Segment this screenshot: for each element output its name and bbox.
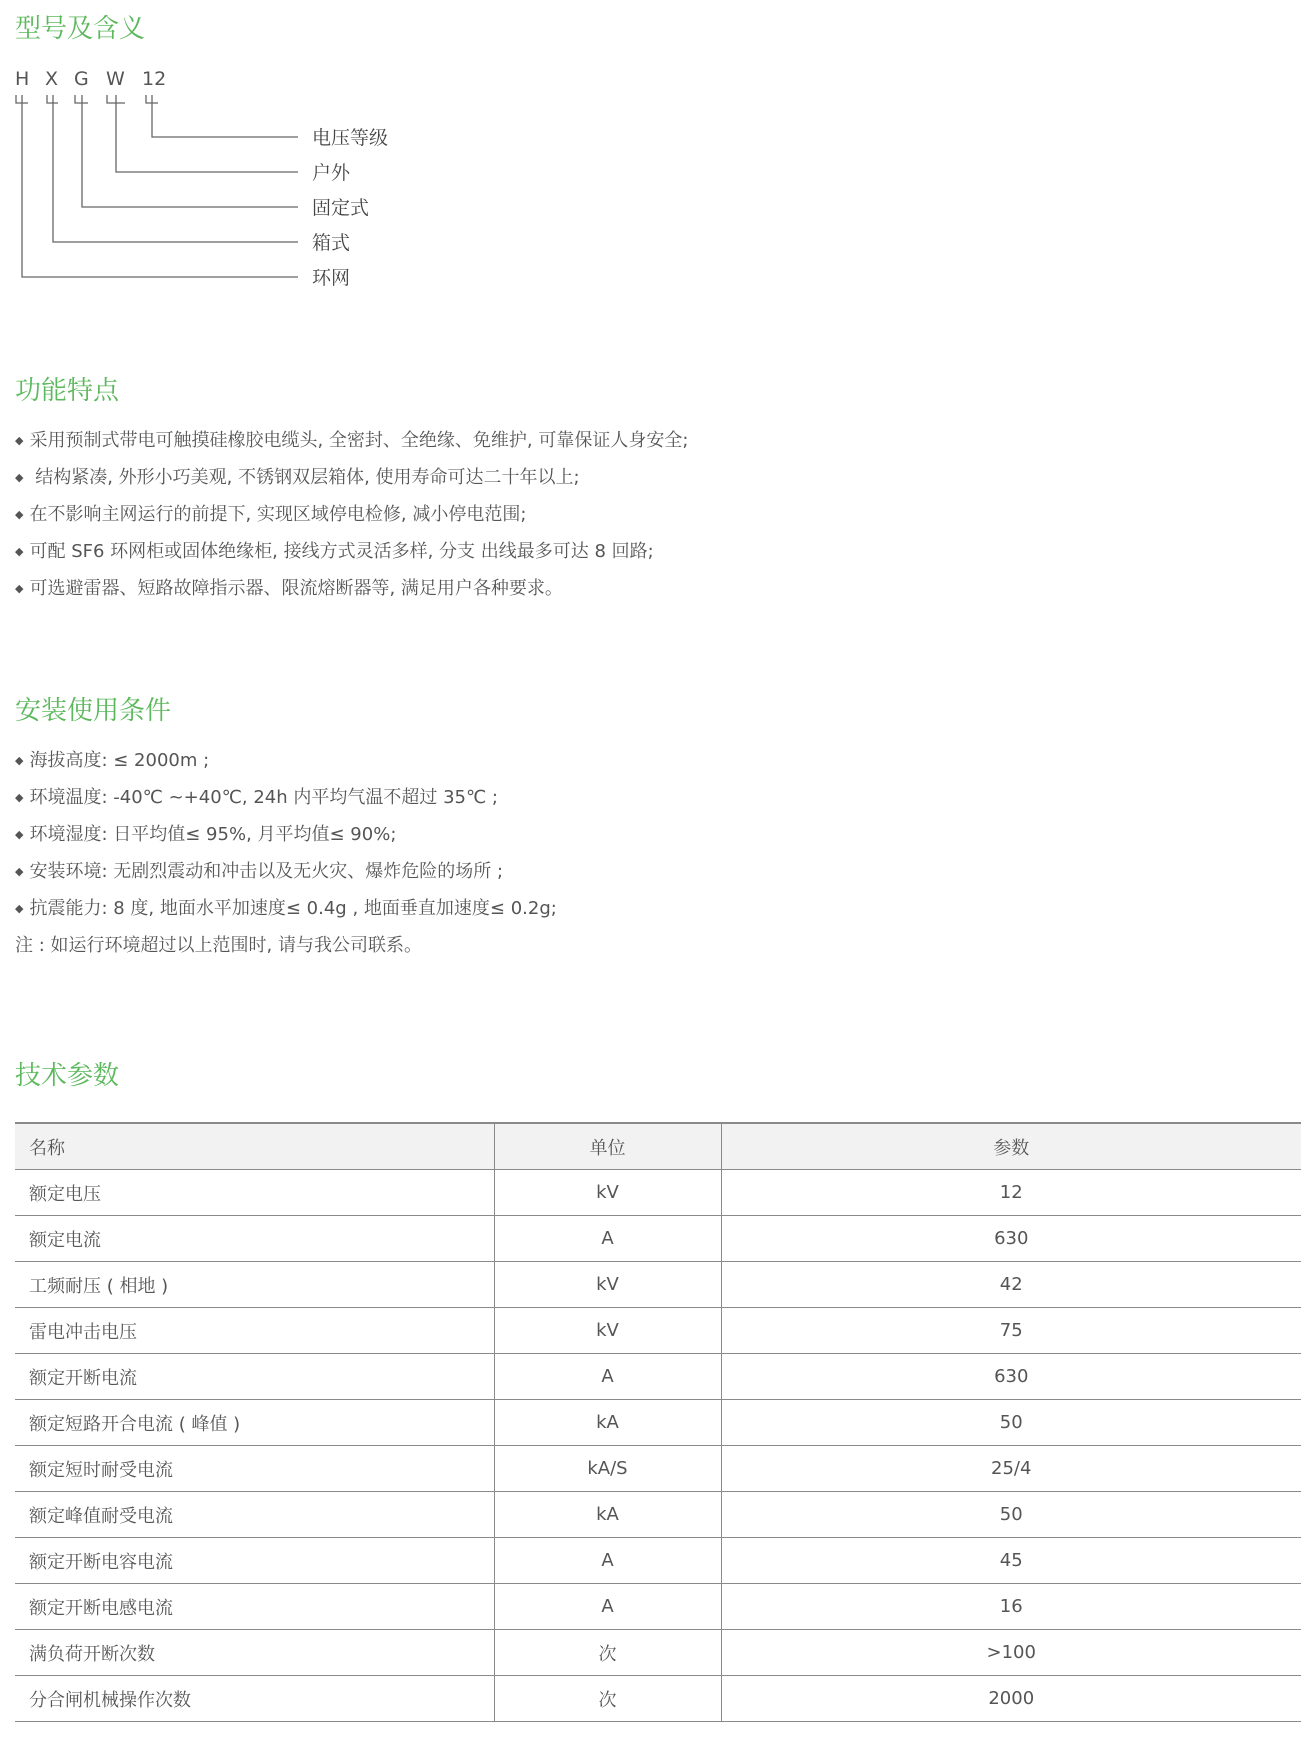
param-name-cell: 满负荷开断次数	[15, 1630, 494, 1676]
model-section-title: 型号及含义	[15, 14, 146, 44]
param-unit-cell: 次	[494, 1630, 721, 1676]
list-item: ◆ 安装环境: 无剧烈震动和冲击以及无火灾、爆炸危险的场所 ;	[15, 861, 504, 882]
meaning-box-type: 箱式	[312, 232, 351, 254]
table-row	[15, 1538, 1301, 1584]
features-list	[15, 422, 688, 607]
param-value-cell: 16	[721, 1584, 1301, 1630]
param-value-cell: 12	[721, 1170, 1301, 1216]
param-unit-cell: A	[494, 1216, 721, 1262]
param-unit-cell: kV	[494, 1262, 721, 1308]
table-row	[15, 1630, 1301, 1676]
param-name-cell: 额定短时耐受电流	[15, 1446, 494, 1492]
param-unit-cell: 次	[494, 1676, 721, 1722]
table-row	[15, 1170, 1301, 1216]
param-name-cell: 额定峰值耐受电流	[15, 1492, 494, 1538]
param-unit-cell: kA	[494, 1492, 721, 1538]
table-row	[15, 1446, 1301, 1492]
list-item: ◆ 采用预制式带电可触摸硅橡胶电缆头, 全密封、全绝缘、免维护, 可靠保证人身安全;	[15, 430, 689, 451]
meaning-outdoor: 户外	[312, 162, 351, 184]
param-value-cell: 2000	[721, 1676, 1301, 1722]
code-letter-12: 12	[142, 68, 167, 90]
meaning-ring-main: 环网	[312, 267, 351, 289]
bullet-diamond-icon: ◆	[15, 471, 24, 484]
bullet-diamond-icon: ◆	[15, 545, 24, 558]
param-name-cell: 额定电流	[15, 1216, 494, 1262]
header-name: 名称	[15, 1123, 494, 1170]
param-unit-cell: A	[494, 1538, 721, 1584]
meaning-voltage-level: 电压等级	[312, 127, 389, 149]
bullet-diamond-icon: ◆	[15, 582, 24, 595]
table-row	[15, 1354, 1301, 1400]
param-value-cell: 630	[721, 1354, 1301, 1400]
param-value-cell: 25/4	[721, 1446, 1301, 1492]
param-name-cell: 额定电压	[15, 1170, 494, 1216]
param-name-cell: 额定短路开合电流 ( 峰值 )	[15, 1400, 494, 1446]
conditions-note: 注 : 如运行环境超过以上范围时, 请与我公司联系。	[15, 935, 422, 956]
param-value-cell: 630	[721, 1216, 1301, 1262]
param-name-cell: 雷电冲击电压	[15, 1308, 494, 1354]
param-value-cell: 45	[721, 1538, 1301, 1584]
bullet-diamond-icon: ◆	[15, 902, 24, 915]
param-name-cell: 额定开断电容电流	[15, 1538, 494, 1584]
bullet-diamond-icon: ◆	[15, 508, 24, 521]
bullet-diamond-icon: ◆	[15, 754, 24, 767]
table-row	[15, 1676, 1301, 1722]
list-item: ◆ 可选避雷器、短路故障指示器、限流熔断器等, 满足用户各种要求。	[15, 578, 563, 599]
model-code-connector-lines	[0, 0, 320, 300]
conditions-section-title: 安装使用条件	[15, 696, 172, 726]
params-table-header-row	[15, 1123, 1301, 1170]
header-unit: 单位	[494, 1123, 721, 1170]
code-letter-x: X	[45, 68, 59, 90]
param-unit-cell: A	[494, 1354, 721, 1400]
param-unit-cell: kA/S	[494, 1446, 721, 1492]
code-letter-w: W	[106, 68, 125, 90]
list-item: ◆ 环境湿度: 日平均值≤ 95%, 月平均值≤ 90%;	[15, 824, 397, 845]
params-table-body	[15, 1170, 1301, 1722]
params-table	[15, 1122, 1301, 1722]
param-name-cell: 分合闸机械操作次数	[15, 1676, 494, 1722]
header-value: 参数	[721, 1123, 1301, 1170]
meaning-fixed: 固定式	[312, 197, 370, 219]
table-row	[15, 1216, 1301, 1262]
param-value-cell: 50	[721, 1492, 1301, 1538]
bullet-diamond-icon: ◆	[15, 865, 24, 878]
code-letter-h: H	[15, 68, 30, 90]
features-section-title: 功能特点	[15, 376, 120, 406]
param-value-cell: 50	[721, 1400, 1301, 1446]
table-row	[15, 1492, 1301, 1538]
param-value-cell: 75	[721, 1308, 1301, 1354]
param-name-cell: 工频耐压 ( 相地 )	[15, 1262, 494, 1308]
code-letter-g: G	[74, 68, 89, 90]
bullet-diamond-icon: ◆	[15, 434, 24, 447]
list-item: ◆ 在不影响主网运行的前提下, 实现区域停电检修, 减小停电范围;	[15, 504, 527, 525]
list-item: ◆ 结构紧凑, 外形小巧美观, 不锈钢双层箱体, 使用寿命可达二十年以上;	[15, 467, 580, 488]
list-item: ◆ 海拔高度: ≤ 2000m ;	[15, 750, 210, 771]
list-item: ◆ 抗震能力: 8 度, 地面水平加速度≤ 0.4g , 地面垂直加速度≤ 0.2g;	[15, 898, 557, 919]
param-value-cell: >100	[721, 1630, 1301, 1676]
bullet-diamond-icon: ◆	[15, 791, 24, 804]
param-unit-cell: A	[494, 1584, 721, 1630]
list-item: ◆ 环境温度: -40℃ ~+40℃, 24h 内平均气温不超过 35℃ ;	[15, 787, 498, 808]
bullet-diamond-icon: ◆	[15, 828, 24, 841]
table-row	[15, 1400, 1301, 1446]
table-row	[15, 1584, 1301, 1630]
param-unit-cell: kV	[494, 1308, 721, 1354]
params-section-title: 技术参数	[15, 1061, 120, 1091]
table-row	[15, 1262, 1301, 1308]
param-value-cell: 42	[721, 1262, 1301, 1308]
param-unit-cell: kV	[494, 1170, 721, 1216]
table-row	[15, 1308, 1301, 1354]
conditions-list	[15, 742, 557, 964]
param-name-cell: 额定开断电感电流	[15, 1584, 494, 1630]
param-name-cell: 额定开断电流	[15, 1354, 494, 1400]
param-unit-cell: kA	[494, 1400, 721, 1446]
list-item: ◆ 可配 SF6 环网柜或固体绝缘柜, 接线方式灵活多样, 分支 出线最多可达 8 回路;	[15, 541, 654, 562]
